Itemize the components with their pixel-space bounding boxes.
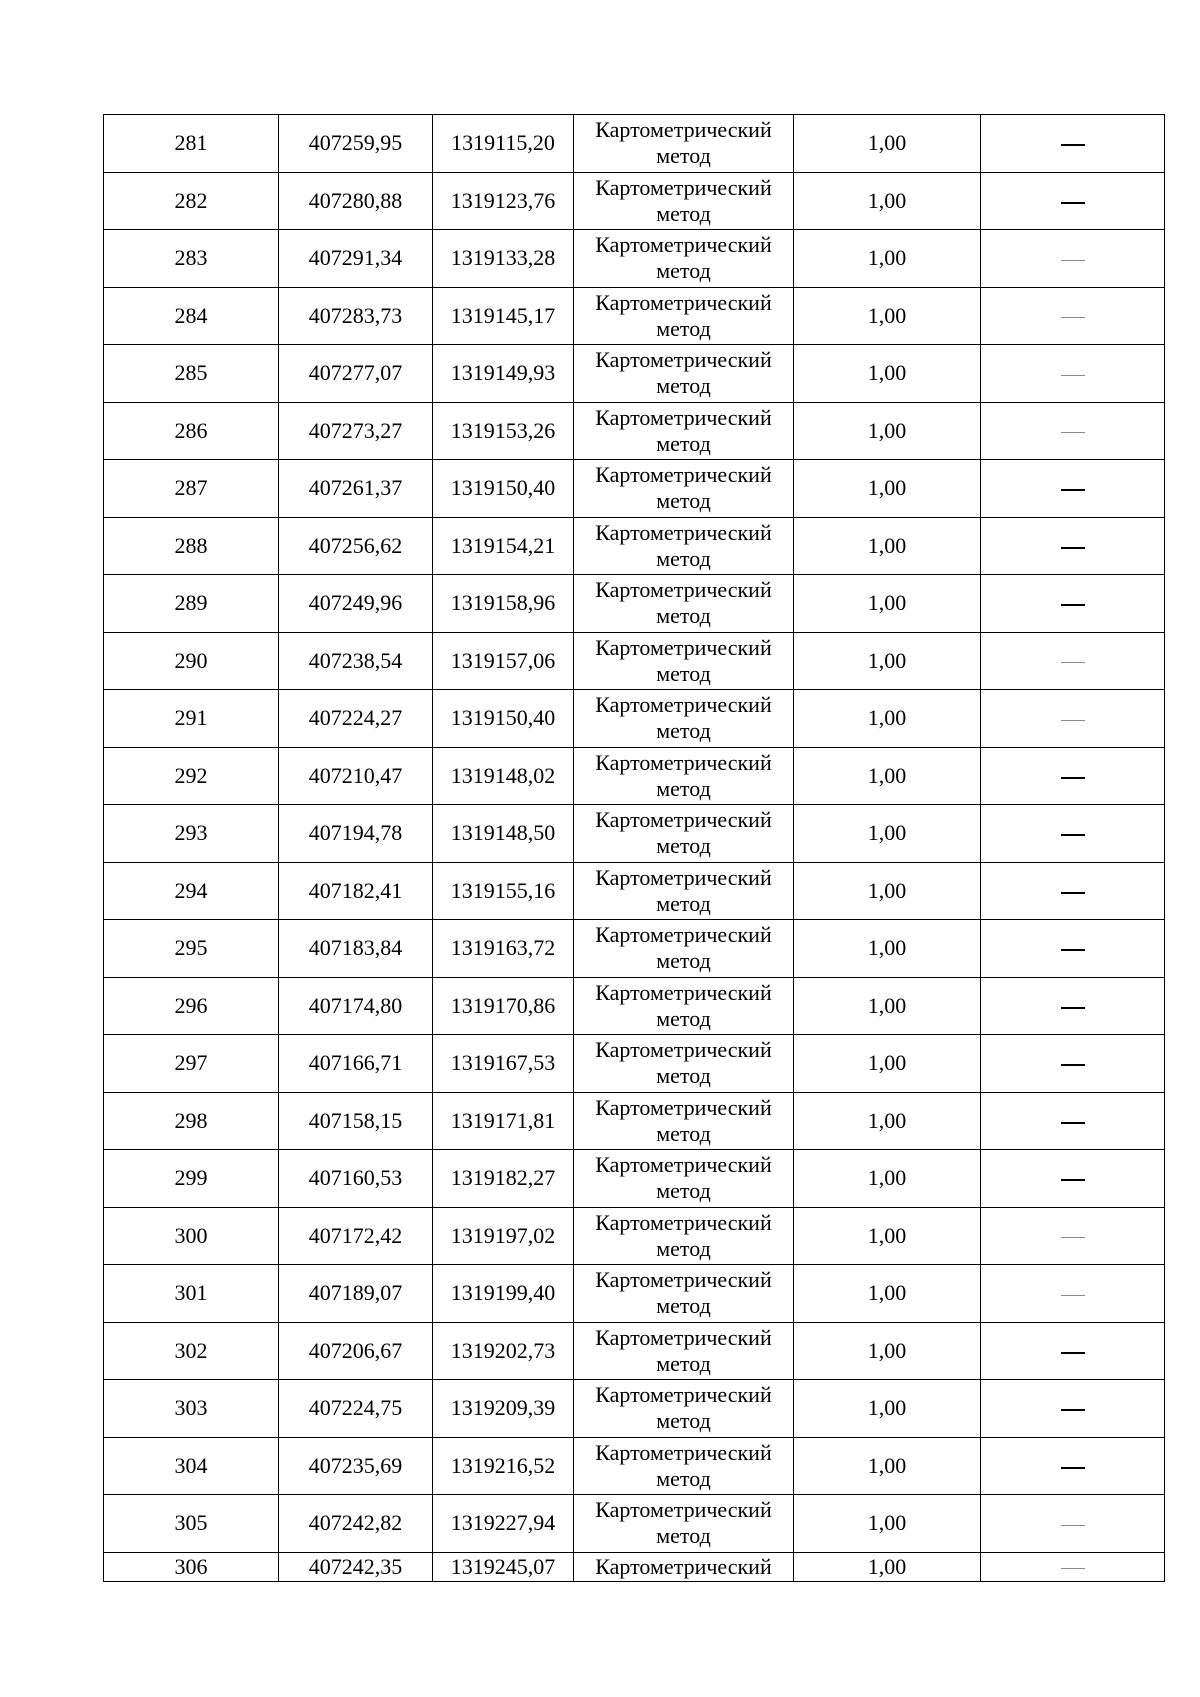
x-coordinate-cell: 407259,95 — [279, 115, 433, 173]
method-cell: Картометрический метод — [574, 1380, 794, 1438]
dash-mark — [1061, 1352, 1085, 1354]
note-text — [1085, 1165, 1086, 1166]
note-text — [1085, 1554, 1086, 1555]
method-cell: Картометрический метод — [574, 1322, 794, 1380]
point-number-cell: 295 — [104, 920, 279, 978]
note-cell — [981, 805, 1165, 863]
dash-mark — [1061, 1568, 1085, 1569]
accuracy-cell: 1,00 — [794, 345, 981, 403]
accuracy-cell: 1,00 — [794, 287, 981, 345]
accuracy-cell: 1,00 — [794, 575, 981, 633]
y-coordinate-cell: 1319145,17 — [433, 287, 574, 345]
y-coordinate-cell: 1319170,86 — [433, 977, 574, 1035]
method-cell: Картометрический метод — [574, 1150, 794, 1208]
y-coordinate-cell: 1319155,16 — [433, 862, 574, 920]
method-cell: Картометрический метод — [574, 172, 794, 230]
method-cell: Картометрический метод — [574, 690, 794, 748]
method-cell: Картометрический метод — [574, 402, 794, 460]
note-text — [1085, 705, 1086, 706]
note-text — [1085, 1223, 1086, 1224]
table-row — [104, 1552, 1165, 1581]
y-coordinate-cell: 1319216,52 — [433, 1437, 574, 1495]
dash-mark — [1061, 144, 1085, 146]
dash-mark — [1061, 604, 1085, 606]
table-row — [104, 1322, 1165, 1380]
dash-mark — [1061, 662, 1085, 663]
table-row — [104, 805, 1165, 863]
table-row — [104, 1035, 1165, 1093]
table-body — [104, 115, 1165, 1582]
method-cell: Картометрический метод — [574, 805, 794, 863]
table-row — [104, 1092, 1165, 1150]
point-number-cell: 287 — [104, 460, 279, 518]
table-row — [104, 230, 1165, 288]
method-cell: Картометрический метод — [574, 230, 794, 288]
accuracy-cell: 1,00 — [794, 1380, 981, 1438]
accuracy-cell: 1,00 — [794, 517, 981, 575]
table-row — [104, 402, 1165, 460]
dash-mark — [1061, 1007, 1085, 1009]
table-row — [104, 345, 1165, 403]
accuracy-cell: 1,00 — [794, 1322, 981, 1380]
accuracy-cell: 1,00 — [794, 230, 981, 288]
x-coordinate-cell: 407291,34 — [279, 230, 433, 288]
x-coordinate-cell: 407206,67 — [279, 1322, 433, 1380]
point-number-cell: 291 — [104, 690, 279, 748]
table-row — [104, 517, 1165, 575]
x-coordinate-cell: 407210,47 — [279, 747, 433, 805]
point-number-cell: 294 — [104, 862, 279, 920]
note-text — [1085, 590, 1086, 591]
table-row — [104, 862, 1165, 920]
note-cell — [981, 1207, 1165, 1265]
note-text — [1085, 245, 1086, 246]
dash-mark — [1061, 1467, 1085, 1469]
table-row — [104, 287, 1165, 345]
accuracy-cell: 1,00 — [794, 920, 981, 978]
y-coordinate-cell: 1319182,27 — [433, 1150, 574, 1208]
table-row — [104, 1495, 1165, 1553]
note-cell — [981, 690, 1165, 748]
note-text — [1085, 130, 1086, 131]
dash-mark — [1061, 1064, 1085, 1066]
y-coordinate-cell: 1319154,21 — [433, 517, 574, 575]
note-cell — [981, 862, 1165, 920]
x-coordinate-cell: 407283,73 — [279, 287, 433, 345]
accuracy-cell: 1,00 — [794, 1495, 981, 1553]
note-cell — [981, 1265, 1165, 1323]
point-number-cell: 297 — [104, 1035, 279, 1093]
y-coordinate-cell: 1319148,50 — [433, 805, 574, 863]
accuracy-cell: 1,00 — [794, 1092, 981, 1150]
method-cell: Картометрический метод — [574, 862, 794, 920]
x-coordinate-cell: 407166,71 — [279, 1035, 433, 1093]
note-cell — [981, 1495, 1165, 1553]
table-row — [104, 747, 1165, 805]
accuracy-cell: 1,00 — [794, 747, 981, 805]
x-coordinate-cell: 407280,88 — [279, 172, 433, 230]
table-row — [104, 1380, 1165, 1438]
coordinates-table — [103, 114, 1165, 1582]
accuracy-cell: 1,00 — [794, 460, 981, 518]
x-coordinate-cell: 407189,07 — [279, 1265, 433, 1323]
note-cell — [981, 402, 1165, 460]
dash-mark — [1061, 489, 1085, 491]
table-row — [104, 1207, 1165, 1265]
method-cell: Картометрический метод — [574, 920, 794, 978]
note-text — [1085, 1338, 1086, 1339]
y-coordinate-cell: 1319123,76 — [433, 172, 574, 230]
point-number-cell: 284 — [104, 287, 279, 345]
x-coordinate-cell: 407194,78 — [279, 805, 433, 863]
note-cell — [981, 1552, 1165, 1581]
dash-mark — [1061, 777, 1085, 779]
y-coordinate-cell: 1319245,07 — [433, 1552, 574, 1581]
y-coordinate-cell: 1319148,02 — [433, 747, 574, 805]
dash-mark — [1061, 892, 1085, 894]
point-number-cell: 300 — [104, 1207, 279, 1265]
point-number-cell: 282 — [104, 172, 279, 230]
point-number-cell: 298 — [104, 1092, 279, 1150]
note-cell — [981, 345, 1165, 403]
x-coordinate-cell: 407158,15 — [279, 1092, 433, 1150]
point-number-cell: 286 — [104, 402, 279, 460]
method-cell: Картометрический — [574, 1552, 794, 1581]
note-text — [1085, 1050, 1086, 1051]
point-number-cell: 288 — [104, 517, 279, 575]
x-coordinate-cell: 407172,42 — [279, 1207, 433, 1265]
y-coordinate-cell: 1319227,94 — [433, 1495, 574, 1553]
note-text — [1085, 303, 1086, 304]
table-row — [104, 172, 1165, 230]
point-number-cell: 303 — [104, 1380, 279, 1438]
note-text — [1085, 648, 1086, 649]
point-number-cell: 283 — [104, 230, 279, 288]
accuracy-cell: 1,00 — [794, 690, 981, 748]
x-coordinate-cell: 407235,69 — [279, 1437, 433, 1495]
y-coordinate-cell: 1319153,26 — [433, 402, 574, 460]
x-coordinate-cell: 407174,80 — [279, 977, 433, 1035]
dash-mark — [1061, 720, 1085, 721]
y-coordinate-cell: 1319171,81 — [433, 1092, 574, 1150]
method-cell: Картометрический метод — [574, 1265, 794, 1323]
point-number-cell: 305 — [104, 1495, 279, 1553]
x-coordinate-cell: 407224,27 — [279, 690, 433, 748]
dash-mark — [1061, 949, 1085, 951]
note-text — [1085, 935, 1086, 936]
point-number-cell: 285 — [104, 345, 279, 403]
point-number-cell: 292 — [104, 747, 279, 805]
note-text — [1085, 360, 1086, 361]
accuracy-cell: 1,00 — [794, 1552, 981, 1581]
x-coordinate-cell: 407277,07 — [279, 345, 433, 403]
note-text — [1085, 878, 1086, 879]
note-cell — [981, 115, 1165, 173]
table-row — [104, 977, 1165, 1035]
dash-mark — [1061, 547, 1085, 549]
note-text — [1085, 763, 1086, 764]
table-row — [104, 1265, 1165, 1323]
dash-mark — [1061, 1122, 1085, 1124]
note-text — [1085, 475, 1086, 476]
x-coordinate-cell: 407249,96 — [279, 575, 433, 633]
method-cell: Картометрический метод — [574, 632, 794, 690]
table-row — [104, 460, 1165, 518]
accuracy-cell: 1,00 — [794, 862, 981, 920]
x-coordinate-cell: 407183,84 — [279, 920, 433, 978]
point-number-cell: 301 — [104, 1265, 279, 1323]
y-coordinate-cell: 1319133,28 — [433, 230, 574, 288]
dash-mark — [1061, 834, 1085, 836]
method-cell: Картометрический метод — [574, 1437, 794, 1495]
note-cell — [981, 172, 1165, 230]
method-cell: Картометрический метод — [574, 1495, 794, 1553]
dash-mark — [1061, 432, 1085, 433]
method-cell: Картометрический метод — [574, 747, 794, 805]
note-text — [1085, 820, 1086, 821]
method-cell: Картометрический метод — [574, 575, 794, 633]
dash-mark — [1061, 260, 1085, 261]
note-cell — [981, 1380, 1165, 1438]
note-text — [1085, 188, 1086, 189]
y-coordinate-cell: 1319197,02 — [433, 1207, 574, 1265]
y-coordinate-cell: 1319115,20 — [433, 115, 574, 173]
y-coordinate-cell: 1319202,73 — [433, 1322, 574, 1380]
table-row — [104, 690, 1165, 748]
accuracy-cell: 1,00 — [794, 1207, 981, 1265]
accuracy-cell: 1,00 — [794, 172, 981, 230]
table-row — [104, 115, 1165, 173]
note-cell — [981, 1035, 1165, 1093]
note-text — [1085, 1395, 1086, 1396]
note-text — [1085, 418, 1086, 419]
accuracy-cell: 1,00 — [794, 1150, 981, 1208]
accuracy-cell: 1,00 — [794, 115, 981, 173]
method-cell: Картометрический метод — [574, 115, 794, 173]
point-number-cell: 290 — [104, 632, 279, 690]
note-cell — [981, 747, 1165, 805]
table-row — [104, 1437, 1165, 1495]
y-coordinate-cell: 1319199,40 — [433, 1265, 574, 1323]
note-text — [1085, 533, 1086, 534]
method-cell: Картометрический метод — [574, 1207, 794, 1265]
accuracy-cell: 1,00 — [794, 1035, 981, 1093]
x-coordinate-cell: 407261,37 — [279, 460, 433, 518]
dash-mark — [1061, 1409, 1085, 1411]
note-cell — [981, 1437, 1165, 1495]
y-coordinate-cell: 1319158,96 — [433, 575, 574, 633]
point-number-cell: 302 — [104, 1322, 279, 1380]
accuracy-cell: 1,00 — [794, 1265, 981, 1323]
y-coordinate-cell: 1319209,39 — [433, 1380, 574, 1438]
note-cell — [981, 1322, 1165, 1380]
point-number-cell: 293 — [104, 805, 279, 863]
x-coordinate-cell: 407273,27 — [279, 402, 433, 460]
x-coordinate-cell: 407182,41 — [279, 862, 433, 920]
note-text — [1085, 1453, 1086, 1454]
method-cell: Картометрический метод — [574, 1035, 794, 1093]
table-row — [104, 1150, 1165, 1208]
point-number-cell: 281 — [104, 115, 279, 173]
point-number-cell: 304 — [104, 1437, 279, 1495]
point-number-cell: 289 — [104, 575, 279, 633]
dash-mark — [1061, 202, 1085, 204]
note-cell — [981, 287, 1165, 345]
y-coordinate-cell: 1319150,40 — [433, 460, 574, 518]
note-cell — [981, 1092, 1165, 1150]
note-text — [1085, 1108, 1086, 1109]
table-row — [104, 575, 1165, 633]
table-row — [104, 920, 1165, 978]
accuracy-cell: 1,00 — [794, 1437, 981, 1495]
point-number-cell: 299 — [104, 1150, 279, 1208]
dash-mark — [1061, 1179, 1085, 1181]
accuracy-cell: 1,00 — [794, 402, 981, 460]
point-number-cell: 306 — [104, 1552, 279, 1581]
accuracy-cell: 1,00 — [794, 632, 981, 690]
x-coordinate-cell: 407256,62 — [279, 517, 433, 575]
method-cell: Картометрический метод — [574, 287, 794, 345]
y-coordinate-cell: 1319167,53 — [433, 1035, 574, 1093]
note-cell — [981, 460, 1165, 518]
y-coordinate-cell: 1319150,40 — [433, 690, 574, 748]
note-cell — [981, 230, 1165, 288]
note-text — [1085, 1280, 1086, 1281]
x-coordinate-cell: 407238,54 — [279, 632, 433, 690]
dash-mark — [1061, 1295, 1085, 1296]
method-cell: Картометрический метод — [574, 1092, 794, 1150]
y-coordinate-cell: 1319149,93 — [433, 345, 574, 403]
method-cell: Картометрический метод — [574, 345, 794, 403]
x-coordinate-cell: 407160,53 — [279, 1150, 433, 1208]
accuracy-cell: 1,00 — [794, 805, 981, 863]
note-cell — [981, 632, 1165, 690]
y-coordinate-cell: 1319163,72 — [433, 920, 574, 978]
y-coordinate-cell: 1319157,06 — [433, 632, 574, 690]
accuracy-cell: 1,00 — [794, 977, 981, 1035]
dash-mark — [1061, 375, 1085, 376]
note-cell — [981, 920, 1165, 978]
x-coordinate-cell: 407242,35 — [279, 1552, 433, 1581]
point-number-cell: 296 — [104, 977, 279, 1035]
x-coordinate-cell: 407224,75 — [279, 1380, 433, 1438]
method-cell: Картометрический метод — [574, 977, 794, 1035]
note-text — [1085, 1510, 1086, 1511]
note-cell — [981, 517, 1165, 575]
note-cell — [981, 977, 1165, 1035]
note-cell — [981, 575, 1165, 633]
dash-mark — [1061, 1237, 1085, 1238]
x-coordinate-cell: 407242,82 — [279, 1495, 433, 1553]
method-cell: Картометрический метод — [574, 460, 794, 518]
note-cell — [981, 1150, 1165, 1208]
dash-mark — [1061, 317, 1085, 318]
dash-mark — [1061, 1525, 1085, 1526]
note-text — [1085, 993, 1086, 994]
method-cell: Картометрический метод — [574, 517, 794, 575]
table-row — [104, 632, 1165, 690]
